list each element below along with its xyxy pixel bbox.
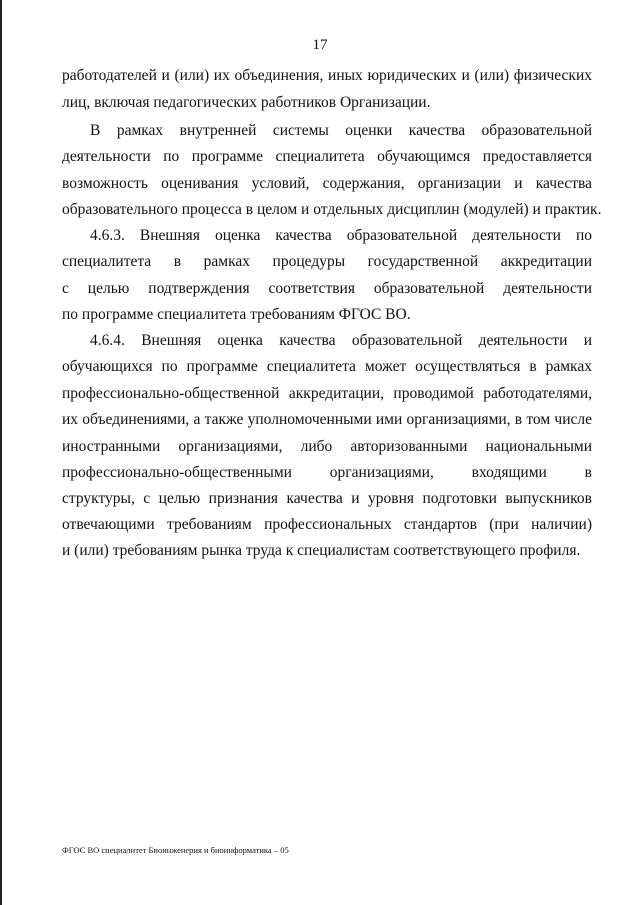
text-line: 4.6.4. Внешняя оценка качества образовательной деятельности и — [90, 332, 592, 349]
scan-edge — [0, 0, 2, 905]
text-line: с целью подтверждения соответствия образовательной деятельности — [62, 280, 592, 297]
text-line: отвечающими требованиям профессиональных стандартов (при наличии) — [62, 516, 592, 533]
text-line: образовательного процесса в целом и отдельных дисциплин (модулей) и практик. — [62, 201, 602, 218]
text-line: профессионально-общественными организациями, входящими в — [62, 464, 592, 481]
text-line: и (или) требованиям рынка труда к специалистам соответствующего профиля. — [62, 542, 581, 559]
text-line: по программе специалитета требованиям ФГОС ВО. — [62, 306, 411, 323]
page-number: 17 — [312, 37, 328, 53]
text-line: обучающихся по программе специалитета может осуществляться в рамках — [62, 358, 592, 375]
text-line: деятельности по программе специалитета обучающимся предоставляется — [62, 148, 592, 165]
text-line: В рамках внутренней системы оценки качества образовательной — [90, 122, 592, 139]
text-line: их объединениями, а также уполномоченными ими организациями, в том числе — [62, 411, 592, 428]
text-line: специалитета в рамках процедуры государственной аккредитации — [62, 253, 592, 270]
text-line: лиц, включая педагогических работников Организации. — [62, 94, 431, 111]
text-line: возможность оценивания условий, содержания, организации и качества — [62, 175, 592, 192]
footer-note: ФГОС ВО специалитет Биоинженерия и биоинформатика – 05 — [62, 845, 289, 855]
text-line: 4.6.3. Внешняя оценка качества образовательной деятельности по — [90, 227, 592, 244]
text-line: профессионально-общественной аккредитации, проводимой работодателями, — [62, 385, 592, 402]
text-line: иностранными организациями, либо авторизованными национальными — [62, 438, 592, 455]
text-line: структуры, с целью признания качества и уровня подготовки выпускников — [62, 490, 592, 507]
text-line: работодателей и (или) их объединения, иных юридических и (или) физических — [62, 67, 592, 84]
